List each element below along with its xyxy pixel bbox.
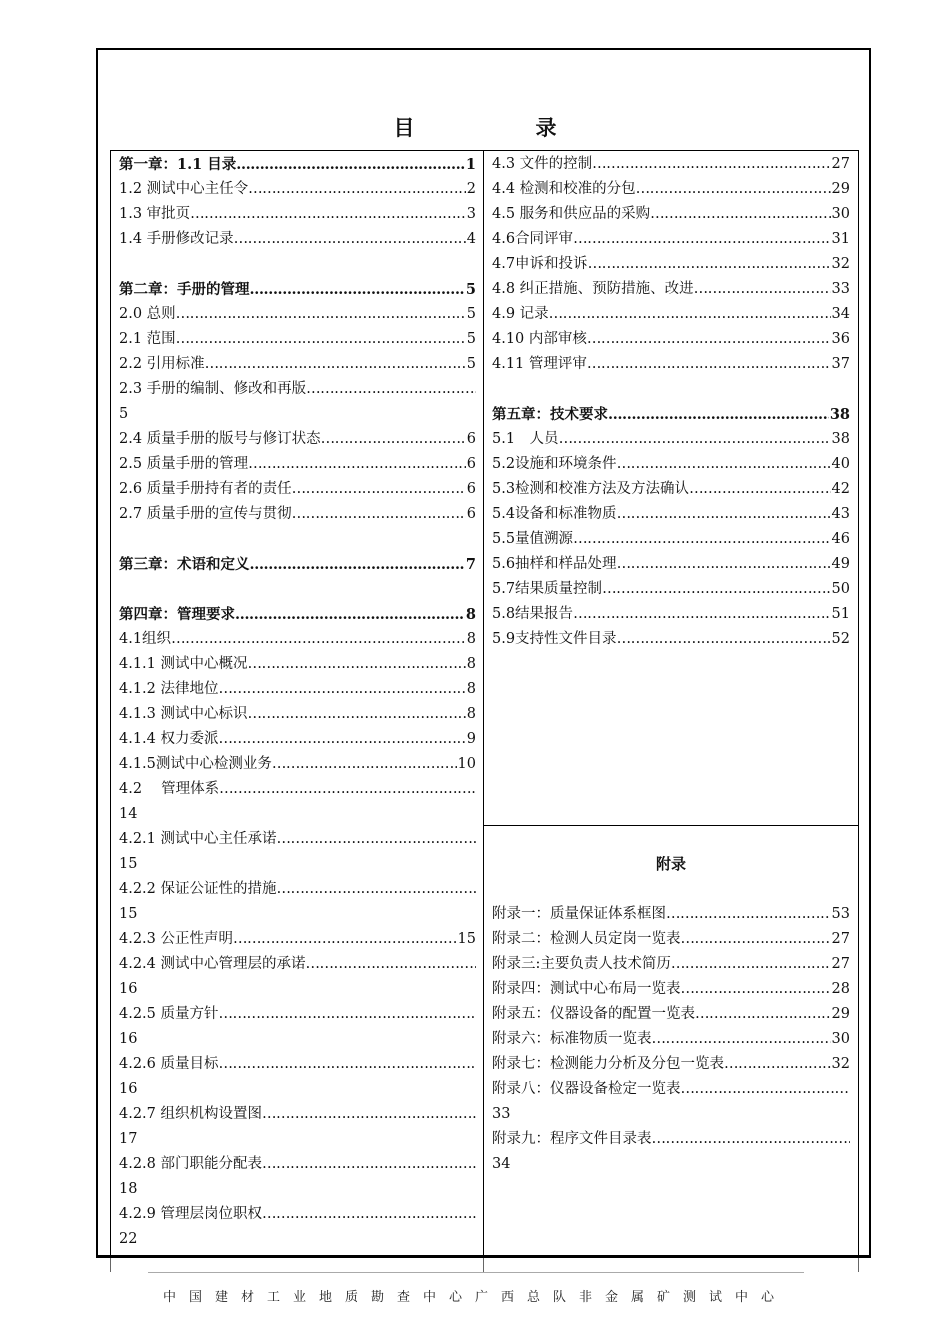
- toc-entry-page: 8: [466, 681, 476, 697]
- toc-entry-title: 第三章：术语和定义: [119, 556, 250, 573]
- dot-leader: [587, 352, 831, 377]
- toc-entry-title: 4.2 管理体系: [119, 781, 220, 797]
- dot-leader: [292, 477, 466, 502]
- toc-entry-page: 27: [831, 931, 850, 947]
- toc-entry: [492, 277, 850, 302]
- toc-entry-title: 附录一：质量保证体系框图: [492, 906, 666, 922]
- toc-entry: [119, 777, 476, 802]
- dot-leader: [559, 427, 831, 452]
- toc-entry: [119, 427, 476, 452]
- toc-entry: [119, 227, 476, 252]
- dot-leader: [321, 427, 466, 452]
- toc-entry-title: 5.2设施和环境条件: [492, 456, 617, 472]
- toc-entry-title: 4.1组织: [119, 631, 172, 647]
- toc-entry-page: 33: [831, 281, 850, 297]
- toc-entry: [119, 677, 476, 702]
- toc-entry-title: 1.2 测试中心主任令: [119, 181, 249, 197]
- toc-entry-title: 第五章：技术要求: [492, 406, 608, 423]
- toc-entry-title: 附录四：测试中心布局一览表: [492, 981, 681, 997]
- toc-entry-title: 5.3检测和校准方法及方法确认: [492, 481, 690, 497]
- dot-leader: [602, 577, 830, 602]
- toc-entry-title: 5.1 人员: [492, 431, 559, 447]
- toc-entry-page: 34: [831, 306, 850, 322]
- dot-leader: [306, 952, 476, 977]
- toc-entry-title: 1.4 手册修改记录: [119, 231, 234, 247]
- dot-leader: [171, 627, 466, 652]
- dot-leader: [652, 1127, 851, 1152]
- toc-entry-page: 5: [466, 356, 476, 372]
- toc-entry-page: 22: [119, 1231, 138, 1247]
- toc-entry-title: 4.3 文件的控制: [492, 156, 593, 172]
- footer-organization: 中国建材工业地质勘查中心广西总队非金属矿测试中心: [162, 1290, 787, 1305]
- toc-entry-title: 附录五：仪器设备的配置一览表: [492, 1006, 695, 1022]
- toc-entry-page: 16: [119, 981, 138, 997]
- toc-entry-title: 4.2.8 部门职能分配表: [119, 1156, 263, 1172]
- toc-entry: [492, 327, 850, 352]
- toc-entry-title: 4.2.2 保证公证性的措施: [119, 881, 277, 897]
- toc-entry-page: 2: [466, 181, 476, 197]
- toc-entry-page: 53: [831, 906, 850, 922]
- toc-entry-page: 6: [466, 431, 476, 447]
- dot-leader: [588, 252, 831, 277]
- dot-leader: [592, 152, 830, 177]
- toc-entry-title: 第四章：管理要求: [119, 606, 235, 623]
- toc-entry-page: 32: [831, 256, 850, 272]
- toc-entry-title: 2.2 引用标准: [119, 356, 205, 372]
- toc-entry: [492, 452, 850, 477]
- toc-entry: [119, 827, 476, 852]
- toc-entry-title: 4.1.3 测试中心标识: [119, 706, 248, 722]
- toc-entry: [119, 377, 476, 402]
- toc-entry: [492, 227, 850, 252]
- toc-entry-page: 16: [119, 1081, 138, 1097]
- toc-entry: [119, 1002, 476, 1027]
- dot-leader: [617, 552, 831, 577]
- toc-entry-title: 4.6合同评审: [492, 231, 574, 247]
- toc-entry-title: 4.10 内部审核: [492, 331, 587, 347]
- page-title: 目 录: [393, 115, 607, 140]
- toc-entry-page: 5: [119, 406, 129, 422]
- dot-leader: [652, 1027, 831, 1052]
- toc-entry: [492, 977, 850, 1002]
- toc-entry: [492, 302, 850, 327]
- dot-leader: [617, 627, 831, 652]
- toc-entry-page: 42: [831, 481, 850, 497]
- toc-entry-page: 8: [466, 706, 476, 722]
- toc-entry-title: 4.1.4 权力委派: [119, 731, 219, 747]
- toc-entry-title: 2.5 质量手册的管理: [119, 456, 249, 472]
- footer-tick: [858, 1258, 859, 1272]
- dot-leader: [292, 502, 466, 527]
- toc-entry: [492, 927, 850, 952]
- toc-entry-page: 6: [466, 506, 476, 522]
- dot-leader: [176, 302, 466, 327]
- dot-leader: [650, 202, 830, 227]
- toc-entry-page: 5: [466, 331, 476, 347]
- toc-entry-page: 50: [831, 581, 850, 597]
- toc-entry: [492, 202, 850, 227]
- toc-entry: [119, 352, 476, 377]
- toc-entry-title: 4.9 记录: [492, 306, 549, 322]
- toc-entry: [492, 952, 850, 977]
- toc-entry-title: 第二章：手册的管理: [119, 281, 250, 298]
- toc-entry: [492, 352, 850, 377]
- dot-leader: [681, 977, 831, 1002]
- dot-leader: [250, 552, 465, 577]
- dot-leader: [666, 902, 831, 927]
- dot-leader: [549, 302, 831, 327]
- toc-entry: [119, 877, 476, 902]
- dot-leader: [219, 677, 466, 702]
- toc-entry-page: 31: [831, 231, 850, 247]
- dot-leader: [233, 927, 457, 952]
- dot-leader: [689, 477, 830, 502]
- toc-entry: [119, 177, 476, 202]
- toc-entry-page: 27: [831, 956, 850, 972]
- toc-entry-page: 29: [831, 1006, 850, 1022]
- toc-entry-title: 附录六：标准物质一览表: [492, 1031, 652, 1047]
- toc-entry-title: 4.2.1 测试中心主任承诺: [119, 831, 277, 847]
- toc-entry: [492, 502, 850, 527]
- dot-leader: [235, 602, 465, 627]
- toc-entry: [492, 1002, 850, 1027]
- toc-entry-page: 17: [119, 1131, 138, 1147]
- toc-entry: [492, 177, 850, 202]
- toc-entry-page: 5: [466, 306, 476, 322]
- toc-entry: [119, 702, 476, 727]
- toc-entry: [119, 952, 476, 977]
- toc-entry-title: 5.7结果质量控制: [492, 581, 603, 597]
- toc-entry: [492, 1027, 850, 1052]
- toc-entry-title: 附录二：检测人员定岗一览表: [492, 931, 681, 947]
- toc-entry: [119, 277, 476, 302]
- dot-leader: [248, 177, 466, 202]
- toc-entry: [492, 1052, 850, 1077]
- dot-leader: [608, 402, 829, 427]
- toc-entry-title: 4.5 服务和供应品的采购: [492, 206, 651, 222]
- toc-entry-title: 4.2.9 管理层岗位职权: [119, 1206, 263, 1222]
- toc-entry-page: 14: [119, 806, 138, 822]
- toc-entry: [492, 477, 850, 502]
- toc-entry-title: 4.8 纠正措施、预防措施、改进: [492, 281, 694, 297]
- toc-entry-title: 第一章：1.1 目录: [119, 156, 237, 173]
- toc-entry-title: 4.1.2 法律地位: [119, 681, 219, 697]
- toc-entry-page: 8: [466, 631, 476, 647]
- dot-leader: [573, 527, 830, 552]
- toc-entry: [492, 602, 850, 627]
- dot-leader: [176, 327, 466, 352]
- toc-left-column: [119, 152, 476, 1252]
- toc-entry-page: 28: [831, 981, 850, 997]
- toc-entry-page: 43: [831, 506, 850, 522]
- dot-leader: [250, 277, 465, 302]
- toc-entry-page: 5: [465, 281, 476, 298]
- column-divider: [483, 150, 484, 1270]
- dot-leader: [724, 1052, 831, 1077]
- appendix-list: [492, 902, 850, 1177]
- toc-entry-page: 37: [831, 356, 850, 372]
- toc-entry-page: 49: [831, 556, 850, 572]
- toc-entry-title: 附录八：仪器设备检定一览表: [492, 1081, 681, 1097]
- toc-entry-page: 32: [831, 1056, 850, 1072]
- toc-entry-page: 15: [119, 906, 138, 922]
- dot-leader: [248, 702, 466, 727]
- toc-entry-title: 附录七：检测能力分析及分包一览表: [492, 1056, 724, 1072]
- toc-entry-title: 4.2.3 公正性声明: [119, 931, 234, 947]
- toc-entry-title: 4.11 管理评审: [492, 356, 587, 372]
- dot-leader: [277, 877, 476, 902]
- toc-entry: [119, 152, 476, 177]
- toc-entry-page: 36: [831, 331, 850, 347]
- dot-leader: [587, 327, 831, 352]
- toc-entry-page: 9: [466, 731, 476, 747]
- dot-leader: [617, 452, 831, 477]
- toc-entry-title: 4.2.6 质量目标: [119, 1056, 219, 1072]
- dot-leader: [205, 352, 466, 377]
- toc-entry-title: 4.2.4 测试中心管理层的承诺: [119, 956, 306, 972]
- dot-leader: [190, 202, 466, 227]
- toc-entry: [492, 252, 850, 277]
- toc-entry-page: 46: [831, 531, 850, 547]
- toc-entry: [119, 477, 476, 502]
- toc-entry-title: 5.5量值溯源: [492, 531, 574, 547]
- toc-entry-page: 34: [492, 1156, 511, 1172]
- toc-entry: [492, 152, 850, 177]
- toc-entry: [492, 1127, 850, 1152]
- dot-leader: [219, 777, 476, 802]
- toc-entry-title: 4.7申诉和投诉: [492, 256, 588, 272]
- toc-entry-page: 7: [465, 556, 476, 573]
- toc-entry: [492, 402, 850, 427]
- toc-entry-page: 8: [465, 606, 476, 623]
- toc-entry-title: 4.2.7 组织机构设置图: [119, 1106, 263, 1122]
- toc-entry: [119, 327, 476, 352]
- toc-entry-title: 4.4 检测和校准的分包: [492, 181, 636, 197]
- toc-entry-title: 2.6 质量手册持有者的责任: [119, 481, 292, 497]
- footer-tick: [110, 1258, 111, 1272]
- dot-leader: [248, 652, 466, 677]
- toc-entry-page: 38: [829, 406, 850, 423]
- toc-entry-page: 33: [492, 1106, 511, 1122]
- toc-entry-title: 1.3 审批页: [119, 206, 191, 222]
- dot-leader: [262, 1152, 476, 1177]
- dot-leader: [236, 152, 465, 177]
- toc-entry-page: 51: [831, 606, 850, 622]
- toc-entry: [119, 1102, 476, 1127]
- toc-entry-page: 3: [466, 206, 476, 222]
- toc-entry: [119, 1152, 476, 1177]
- dot-leader: [219, 727, 466, 752]
- dot-leader: [695, 1002, 831, 1027]
- toc-entry-title: 4.2.5 质量方针: [119, 1006, 219, 1022]
- toc-entry: [492, 902, 850, 927]
- toc-entry: [492, 427, 850, 452]
- toc-entry: [119, 927, 476, 952]
- toc-entry-title: 2.4 质量手册的版号与修订状态: [119, 431, 321, 447]
- toc-entry-page: 15: [457, 931, 476, 947]
- toc-entry: [492, 577, 850, 602]
- appendix-divider: [483, 825, 859, 826]
- toc-entry-page: 4: [466, 231, 476, 247]
- toc-right-column: [492, 152, 850, 652]
- toc-entry-title: 5.9支持性文件目录: [492, 631, 617, 647]
- toc-entry: [119, 602, 476, 627]
- toc-entry-page: 30: [831, 1031, 850, 1047]
- dot-leader: [219, 1002, 476, 1027]
- dot-leader: [262, 1102, 476, 1127]
- toc-entry: [492, 527, 850, 552]
- toc-entry: [119, 727, 476, 752]
- toc-entry-title: 2.3 手册的编制、修改和再版: [119, 381, 307, 397]
- footer-tick: [483, 1258, 484, 1272]
- dot-leader: [248, 452, 466, 477]
- dot-leader: [272, 752, 457, 777]
- dot-leader: [306, 377, 476, 402]
- dot-leader: [573, 227, 830, 252]
- toc-entry-page: 6: [466, 456, 476, 472]
- toc-entry: [119, 1052, 476, 1077]
- toc-entry: [119, 202, 476, 227]
- toc-entry: [492, 1077, 850, 1102]
- toc-entry-page: 38: [831, 431, 850, 447]
- toc-entry-page: 52: [831, 631, 850, 647]
- toc-entry-title: 5.8结果报告: [492, 606, 574, 622]
- toc-entry: [119, 552, 476, 577]
- toc-entry-page: 29: [831, 181, 850, 197]
- dot-leader: [277, 827, 476, 852]
- toc-entry-title: 5.6抽样和样品处理: [492, 556, 617, 572]
- dot-leader: [262, 1202, 476, 1227]
- toc-entry-title: 2.0 总则: [119, 306, 176, 322]
- toc-entry: [492, 627, 850, 652]
- toc-entry-page: 40: [831, 456, 850, 472]
- toc-entry-page: 15: [119, 856, 138, 872]
- dot-leader: [617, 502, 831, 527]
- dot-leader: [681, 1077, 851, 1102]
- dot-leader: [681, 927, 831, 952]
- toc-entry-title: 附录三:主要负责人技术简历: [492, 956, 671, 972]
- toc-entry-page: 10: [457, 756, 476, 772]
- dot-leader: [219, 1052, 476, 1077]
- dot-leader: [671, 952, 831, 977]
- toc-entry: [119, 627, 476, 652]
- toc-entry: [119, 452, 476, 477]
- toc-entry-title: 2.7 质量手册的宣传与贯彻: [119, 506, 292, 522]
- dot-leader: [636, 177, 831, 202]
- toc-entry: [119, 302, 476, 327]
- toc-entry-page: 27: [831, 156, 850, 172]
- dot-leader: [573, 602, 830, 627]
- toc-entry: [119, 752, 476, 777]
- toc-entry-title: 4.1.1 测试中心概况: [119, 656, 248, 672]
- footer-rule: [148, 1272, 804, 1273]
- toc-entry: [492, 552, 850, 577]
- toc-entry-title: 4.1.5测试中心检测业务: [119, 756, 272, 772]
- toc-entry-page: 30: [831, 206, 850, 222]
- toc-entry-page: 18: [119, 1181, 138, 1197]
- toc-entry-page: 8: [466, 656, 476, 672]
- toc-entry: [119, 1202, 476, 1227]
- toc-entry-page: 6: [466, 481, 476, 497]
- toc-entry-title: 2.1 范围: [119, 331, 176, 347]
- toc-entry: [119, 652, 476, 677]
- toc-entry-title: 附录九：程序文件目录表: [492, 1131, 652, 1147]
- toc-entry-title: 5.4设备和标准物质: [492, 506, 617, 522]
- dot-leader: [234, 227, 466, 252]
- dot-leader: [694, 277, 831, 302]
- toc-entry-page: 16: [119, 1031, 138, 1047]
- appendix-title: 附录: [655, 855, 686, 873]
- toc-entry-page: 1: [465, 156, 476, 173]
- toc-entry: [119, 502, 476, 527]
